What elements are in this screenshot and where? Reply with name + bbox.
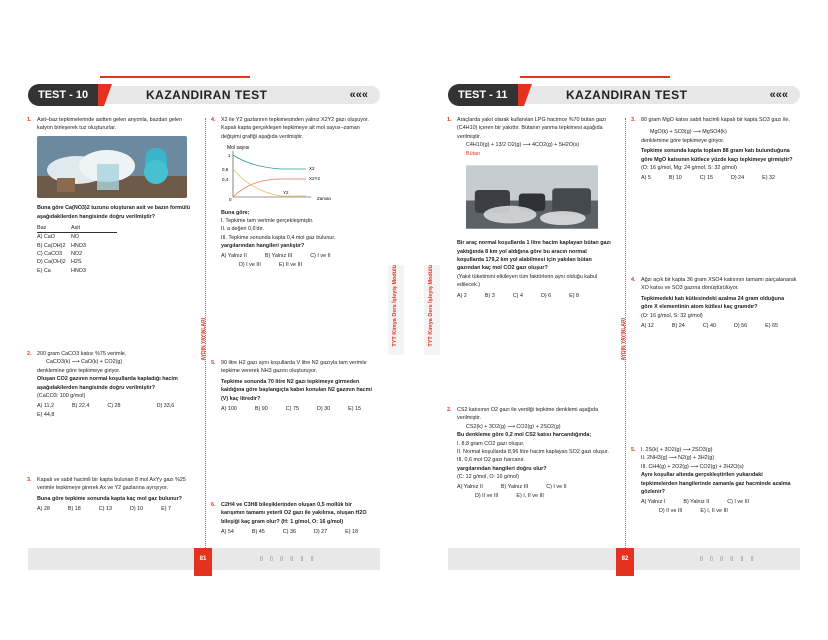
answer-options <box>457 292 613 300</box>
side-watermark: AYDIN YAYINLARI <box>621 318 627 361</box>
given-data: (C: 12 g/mol, O: 16 g/mol) <box>457 474 520 480</box>
svg-text:Zaman: Zaman <box>317 196 332 202</box>
answer-options <box>221 528 377 536</box>
question-number: 6. <box>211 502 216 508</box>
footer-marks: ▯ ▯ ▯ ▯ ▯ ▯ <box>700 556 757 562</box>
question-prompt: Tepkime sonunda 70 litre N2 gazı tepkimeye girmeden kaldığına göre başlangıçta kabın konulan N2 gazının hacmi (V) kaç litredir? <box>221 378 372 402</box>
question-prompt: yargılarından hangileri doğru olur? <box>457 465 547 472</box>
question-number: 5. <box>631 447 636 453</box>
answer-options <box>37 505 193 513</box>
option-d[interactable]: D) 56 <box>733 322 748 329</box>
answer-options <box>457 483 613 500</box>
option-b[interactable]: B) 22,4 <box>71 403 90 410</box>
question-4 <box>632 276 797 330</box>
answer-table <box>37 224 117 275</box>
test-tag: TEST - 10 <box>28 84 98 106</box>
left-header <box>28 84 380 106</box>
option-b[interactable]: B) 18 <box>67 506 81 513</box>
option-c[interactable]: C) I ve III <box>727 499 750 506</box>
answer-options <box>641 498 797 515</box>
question-text: C2H4 ve C3H8 bileşiklerinden oluşan 0,5 mollük bir karışımın tamamı yeterli O2 gazı ile yakılırsa, oluşan H2O bileşiği kaç gram olur? (H: 1 g/mol, O: 16 g/mol) <box>221 502 367 525</box>
table-header-baz: Baz <box>37 224 47 231</box>
question-number: 2. <box>27 351 32 357</box>
answer-options <box>221 405 377 413</box>
table-row[interactable]: B) Ca(OH)2 HNO3 <box>37 242 86 249</box>
question-5 <box>632 446 797 515</box>
reaction-item: I. 2S(k) + 3O2(g) ⟶ 2SO3(g) <box>641 447 713 453</box>
side-watermark: AYDIN YAYINLARI <box>201 318 207 361</box>
option-e[interactable]: E) 44,8 <box>37 411 55 418</box>
question-lead: Buna göre; <box>221 209 250 216</box>
svg-text:0,4: 0,4 <box>222 177 229 183</box>
given-data: (CaCO3: 100 g/mol) <box>37 392 86 399</box>
svg-text:0: 0 <box>229 197 232 203</box>
svg-text:1: 1 <box>228 153 231 159</box>
question-prompt: Tepkimedeki katı kütlesindeki azalma 24 gram olduğuna göre X elementinin atom kütlesi kaç gramdır? <box>641 295 785 311</box>
option-d[interactable]: D) 33,6 <box>156 403 175 410</box>
statement-item: II. Normal koşullarda 8,96 litre hacim kaplayan SO2 gazı oluşur. <box>457 448 609 455</box>
option-a[interactable]: A) 11,2 <box>37 403 54 410</box>
question-number: 3. <box>27 477 32 483</box>
question-number: 4. <box>631 277 636 283</box>
option-c[interactable]: C) 4 <box>512 292 523 299</box>
table-row[interactable]: E) Ca HNO3 <box>37 267 86 274</box>
question-2 <box>448 406 613 500</box>
question-text: 90 litre H2 gazı aynı koşullarda V litre N2 gazıyla tam verimle tepkime vererek NH3 gazını oluşturuyor. <box>221 360 367 375</box>
question-5 <box>212 359 377 413</box>
equation: C4H10(g) + 13/2 O2(g) ⟶ 4CO2(g) + 5H2O(s) <box>466 142 580 149</box>
option-e[interactable]: E) 15 <box>348 405 362 412</box>
table-header-asit: Asit <box>71 224 80 231</box>
option-e[interactable]: E) 18 <box>345 529 359 536</box>
table-row[interactable]: A) CaO NO <box>37 234 80 241</box>
equation: CaCO3(k) ⟶ CaO(k) + CO2(g) <box>46 359 123 366</box>
reaction-item: III. CH4(g) + 2O2(g) ⟶ CO2(g) + 2H2O(s) <box>641 463 744 470</box>
question-number: 1. <box>447 117 452 123</box>
question-number: 5. <box>211 360 216 366</box>
question-4 <box>212 116 377 269</box>
question-prompt: Buna göre tepkime sonunda kapta kaç mol gaz bulunur? <box>37 495 182 502</box>
traffic-photo <box>466 161 598 233</box>
question-lead: Bu denkleme göre 0,2 mol CS2 katısı harcandığında; <box>457 432 592 439</box>
option-e[interactable]: E) II ve III <box>278 261 302 268</box>
question-number: 1. <box>27 117 32 123</box>
question-1 <box>28 116 193 275</box>
question-text: Kapalı ve sabit hacimli bir kapta bulunan 8 mol AxYy gazı %25 verimle tepkimeye girerek Ax ve Y2 gazlarına ayrışıyor. <box>37 477 186 492</box>
statement-item: II. a değeri 0,6'dır. <box>221 226 264 233</box>
svg-text:0,6: 0,6 <box>222 167 229 173</box>
svg-text:Y2: Y2 <box>283 190 289 196</box>
question-prompt: yargılarından hangileri yanlıştır? <box>221 243 305 249</box>
arrows-icon: ««« <box>769 89 788 101</box>
table-row[interactable]: C) CaCO3 NO2 <box>37 251 83 257</box>
arrows-icon: ««« <box>349 89 368 101</box>
page-title: KAZANDIRAN TEST <box>146 88 268 102</box>
equation: CS2(k) + 3O2(g) ⟶ CO2(g) + 2SO2(g) <box>466 423 561 430</box>
statement-item: III. 0,6 mol O2 gazı harcanır. <box>457 457 526 464</box>
question-text: Asit–baz tepkimelerinde asitten gelen anyonla, bazdan gelen katyon birleşerek tuz oluştururlar. <box>37 117 183 132</box>
option-e[interactable]: E) 7 <box>161 506 172 513</box>
question-3 <box>28 476 193 514</box>
left-page <box>28 78 380 588</box>
question-text: X2 ile Y2 gazlarının tepkimesinden yalnız X2Y2 gazı oluşuyor. Kapalı kapta gerçekleşen tepkimeye ait mol sayısı–zaman değişimi grafiği aşağıda verilmiştir. <box>221 117 369 140</box>
right-page <box>448 78 800 588</box>
question-text: denklemine göre tepkimeye giriyor. <box>641 137 725 144</box>
option-a[interactable]: A) 100 <box>221 405 237 412</box>
option-a[interactable]: A) Yalnız II <box>457 484 483 491</box>
option-e[interactable]: E) 65 <box>765 322 779 329</box>
option-c[interactable]: C) 28 <box>107 403 121 410</box>
option-b[interactable]: B) Yalnız III <box>500 484 529 491</box>
header-accent-line <box>100 76 250 78</box>
option-c[interactable]: C) 75 <box>285 405 299 412</box>
answer-options <box>641 174 797 182</box>
statement-item: I. 8,8 gram CO2 gazı oluşur. <box>457 440 525 447</box>
question-text: denklemine göre tepkimeye giriyor. <box>37 367 121 374</box>
option-b[interactable]: B) Yalnız III <box>264 253 293 260</box>
statement-item: I. Tepkime tam verimle gerçekleşmiştir. <box>221 217 314 224</box>
question-text: Araçlarda yakıt olarak kullanılan LPG hacimce %70 bütan gazı (C4H10) içeren bir yakıttır. Bütanın yanma tepkimesi aşağıda verilmiştir. <box>457 117 607 140</box>
page-number: 82 <box>616 548 634 576</box>
option-d[interactable]: D) II ve III <box>659 507 683 514</box>
footer-marks: ▯ ▯ ▯ ▯ ▯ ▯ <box>260 556 317 562</box>
option-b[interactable]: B) 90 <box>254 405 268 412</box>
option-b[interactable]: B) 24 <box>671 322 685 329</box>
option-c[interactable]: C) 15 <box>699 175 713 182</box>
page-title: KAZANDIRAN TEST <box>566 88 688 102</box>
spine-label-left: TYT Kimya Ders İşleyiş Modülü <box>388 265 404 355</box>
question-prompt: Oluşan CO2 gazının normal koşullarda kapladığı hacim aşağıdakilerden hangisinde doğru verilmiştir? <box>37 376 178 391</box>
question-number: 3. <box>631 117 636 123</box>
option-d[interactable]: D) I ve III <box>239 261 261 268</box>
question-prompt: Aynı koşullar altında gerçekleştirilen yukarıdaki tepkimelerden hangilerinde zamanla gaz hacminde azalma gözlenir? <box>641 472 791 495</box>
graph-y-label: Mol sayısı <box>227 145 250 152</box>
option-d[interactable]: D) 27 <box>313 529 328 536</box>
given-data: (O: 16 g/mol, S: 32 g/mol) <box>641 312 703 319</box>
statement-item: III. Tepkime sonunda kapta 0,4 mol gaz bulunur. <box>221 234 336 241</box>
option-d[interactable]: D) 30 <box>316 405 331 412</box>
svg-text:X2Y2: X2Y2 <box>309 176 321 182</box>
option-c[interactable]: C) I ve II <box>310 253 331 260</box>
question-text: CS2 katısının O2 gazı ile verdiği tepkime denklemi aşağıda verilmiştir. <box>457 407 599 422</box>
question-text: 200 gram CaCO3 katısı %75 verimle, <box>37 351 127 357</box>
option-a[interactable]: A) 5 <box>641 175 651 182</box>
question-2 <box>28 350 193 419</box>
option-b[interactable]: B) 3 <box>484 292 495 299</box>
option-a[interactable]: A) 54 <box>221 529 234 536</box>
question-note: (Yakıt tüketimini etkileyen tüm faktörlerin aynı olduğu kabul edilecek.) <box>457 273 598 289</box>
option-b[interactable]: B) 10 <box>668 175 682 182</box>
question-number: 2. <box>447 407 452 413</box>
option-a[interactable]: A) 28 <box>37 506 50 513</box>
test-tag: TEST - 11 <box>448 84 518 106</box>
option-a[interactable]: A) Yalnız II <box>221 253 247 260</box>
question-prompt: Bir araç normal koşullarda 1 litre hacim kaplayan bütan gazı yaktığında 8 km yol aldığına göre bu aracın normal koşullarda 179,2 km yol alabilmesi için yakılan bütan gazından kaç mol CO2 gazı oluşur? <box>457 240 611 272</box>
question-1 <box>448 116 613 300</box>
option-b[interactable]: B) 45 <box>251 529 265 536</box>
question-text: Ağzı açık bir kapta 36 gram XSO4 katısının tamamı parçalanarak XO katısı ve SO3 gazına dönüştürülüyor. <box>641 277 797 292</box>
option-c[interactable]: C) 36 <box>282 529 296 536</box>
svg-text:X2: X2 <box>309 166 315 172</box>
question-6 <box>212 501 377 537</box>
option-a[interactable]: A) Yalnız I <box>641 499 666 506</box>
option-a[interactable]: A) 12 <box>641 322 654 329</box>
option-d[interactable]: D) 6 <box>540 292 552 299</box>
question-prompt: Buna göre Ca(NO3)2 tuzunu oluşturan asit ve bazın formülü aşağıdakilerden hangisinde doğru verilmiştir? <box>37 205 191 220</box>
equation-note: Bütan <box>466 150 481 157</box>
table-row[interactable]: D) Ca(OH)2 H2S <box>37 259 82 266</box>
equation: MgO(k) + SO3(g) ⟶ MgSO4(k) <box>650 129 727 136</box>
given-data: (O: 16 g/mol, Mg: 24 g/mol, S: 32 g/mol) <box>641 164 737 171</box>
option-a[interactable]: A) 2 <box>457 292 467 299</box>
header-accent-line <box>520 76 670 78</box>
option-d[interactable]: D) 10 <box>129 506 144 513</box>
right-header <box>448 84 800 106</box>
reaction-item: II. 2NH3(g) ⟶ N2(g) + 3H2(g) <box>641 455 715 462</box>
answer-options <box>221 252 377 269</box>
option-d[interactable]: D) 24 <box>730 175 745 182</box>
option-c[interactable]: C) 13 <box>98 506 112 513</box>
option-e[interactable]: E) I, II ve III <box>516 492 544 499</box>
option-e[interactable]: E) 32 <box>762 175 776 182</box>
answer-options <box>641 322 797 330</box>
page-number: 81 <box>194 548 212 576</box>
option-c[interactable]: C) 40 <box>702 322 716 329</box>
option-b[interactable]: B) Yalnız II <box>683 499 710 506</box>
spine-label-right: TYT Kimya Ders İşleyiş Modülü <box>424 265 440 355</box>
question-text: 80 gram MgO katısı sabit hacimli kapalı bir kapta SO3 gazı ile, <box>641 117 790 123</box>
mol-time-graph <box>221 143 351 205</box>
option-e[interactable]: E) 8 <box>569 292 580 299</box>
question-3 <box>632 116 797 183</box>
question-number: 4. <box>211 117 216 123</box>
option-e[interactable]: E) I, II ve III <box>700 507 728 514</box>
chemistry-photo <box>37 136 187 198</box>
answer-options <box>37 402 193 419</box>
option-d[interactable]: D) II ve III <box>475 492 499 499</box>
question-prompt: Tepkime sonunda kapta toplam 88 gram katı bulunduğuna göre MgO katısının kütlece yüzde kaçı tepkimeye girmiştir? <box>641 148 793 163</box>
option-c[interactable]: C) I ve II <box>546 484 567 491</box>
